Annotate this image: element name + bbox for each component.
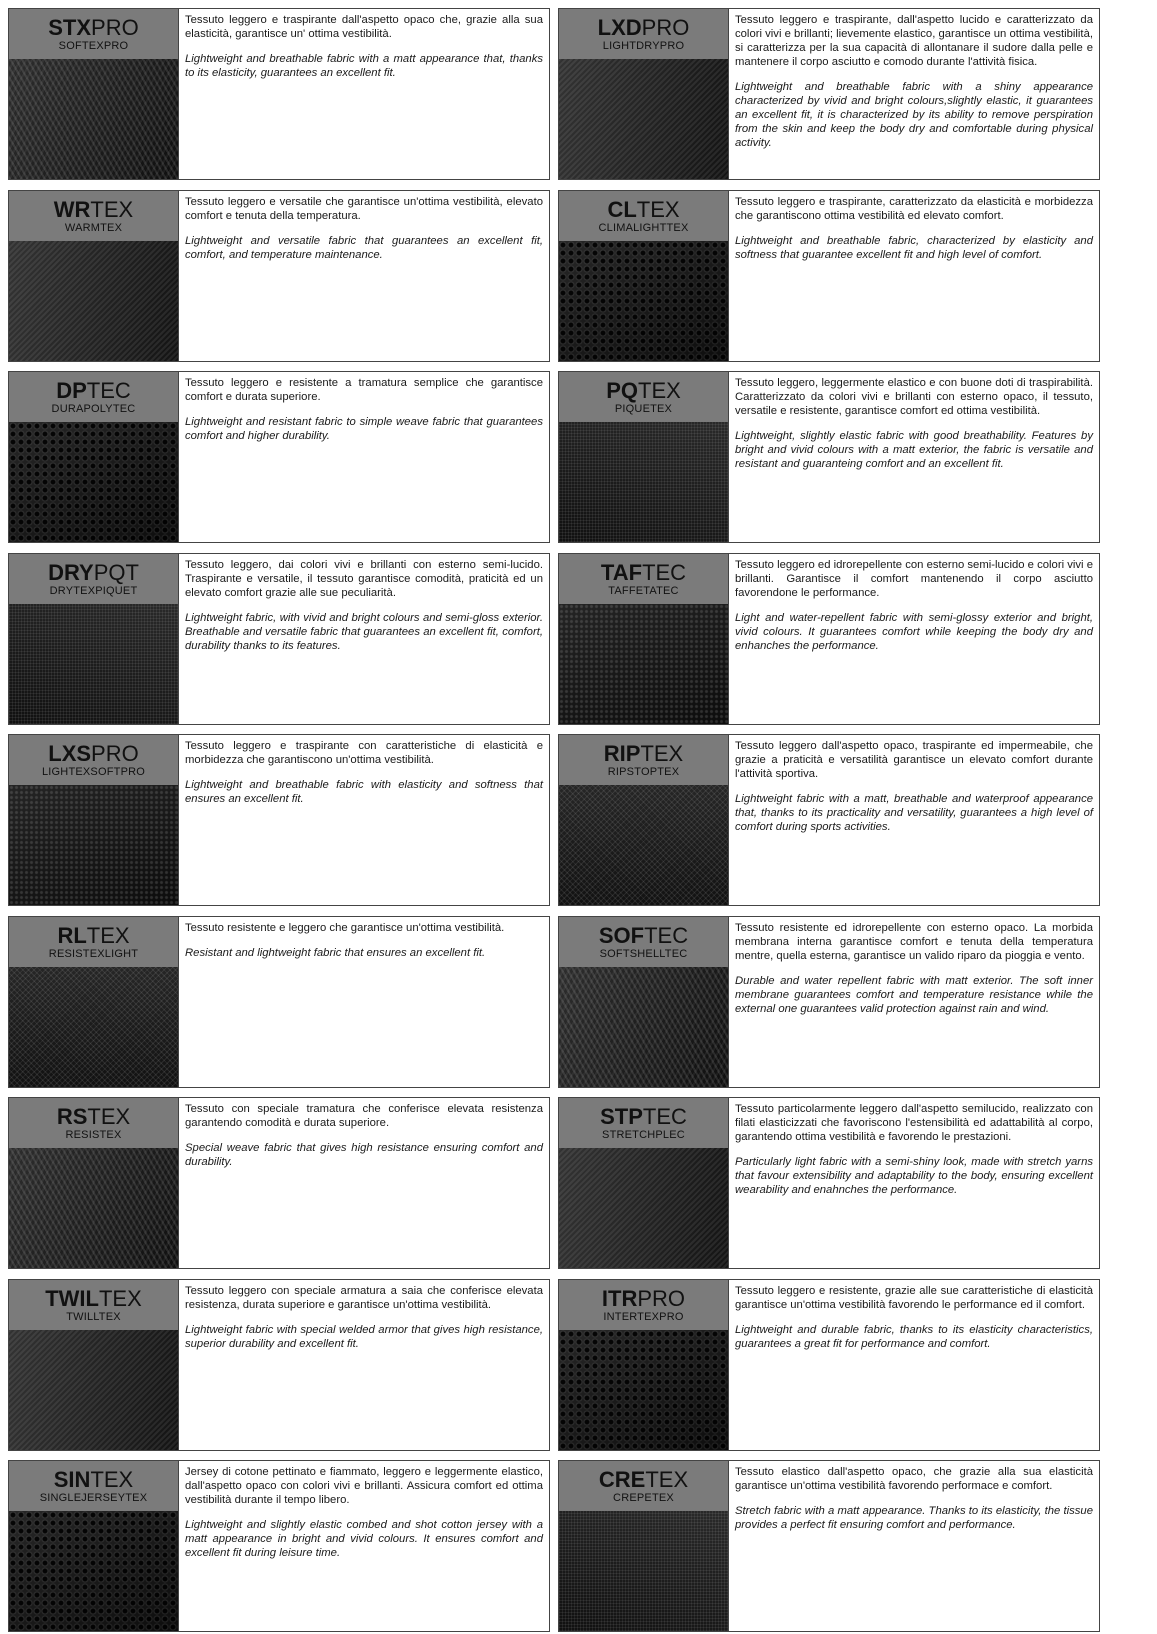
fabric-description	[729, 735, 1099, 905]
fabric-code-light: TEX	[640, 741, 684, 766]
fabric-code-bold: LXS	[48, 741, 92, 766]
description-english: Lightweight and durable fabric, thanks to its elasticity characteristics, guarantees a great fit for performance and comfort.	[735, 1323, 1093, 1350]
fabric-code	[559, 16, 728, 40]
fabric-code	[9, 379, 178, 403]
fabric-description	[179, 1280, 549, 1450]
description-italian: Tessuto leggero e traspirante dall'aspetto opaco che, grazie alla sua elasticità, garantisce un' ottima vestibilità.	[185, 14, 543, 40]
fabric-code-bold: TWIL	[45, 1285, 99, 1311]
fabric-description	[729, 1461, 1099, 1631]
description-english: Particularly light fabric with a semi-shiny look, made with stretch yarns that favour extensibility and adaptability to the body, ensuring excellent wearability and enahnches the performance.	[735, 1156, 1093, 1196]
fabric-header	[9, 917, 178, 967]
description-english: Lightweight and resistant fabric to simple weave fabric that guarantees comfort and higher durability.	[185, 416, 543, 442]
description-english: Lightweight and breathable fabric with a shiny appearance characterized by vivid and bright colours,slightly elastic, it guarantees an excellent fit, it is characterized by its ability to remove perspiration from the skin and keep the body dry and comfortable during physical activity.	[735, 81, 1093, 149]
description-italian: Tessuto leggero e traspirante con caratteristiche di elasticità e morbidezza che garantiscono un'ottima vestibilità.	[185, 740, 543, 766]
fabric-code-bold: RIP	[603, 741, 641, 766]
fabric-subtitle: SOFTSHELLTEC	[599, 947, 688, 960]
fabric-card-drytexpiquet	[8, 553, 550, 725]
fabric-header	[9, 9, 178, 59]
fabric-header	[559, 1461, 728, 1511]
fabric-description	[179, 554, 549, 724]
fabric-code	[9, 1468, 178, 1492]
fabric-subtitle: STRETCHPLEC	[602, 1129, 685, 1141]
fabric-card-piquetex	[558, 371, 1100, 543]
description-italian: Tessuto elastico dall'aspetto opaco, che grazie alla sua elasticità garantisce un'ottima vestibilità favorendo performace e comfort.	[735, 1466, 1093, 1492]
fabric-label-panel	[559, 372, 729, 542]
fabric-code-light: TEX	[87, 1104, 131, 1129]
fabric-code	[559, 924, 728, 948]
fabric-label-panel	[9, 372, 179, 542]
fabric-description	[179, 1461, 549, 1631]
fabric-subtitle: TAFFETATEC	[608, 584, 679, 597]
fabric-code-bold: RS	[56, 1104, 88, 1129]
description-english: Lightweight and slightly elastic combed and shot cotton jersey with a matt appearance in bright and vivid colours. It ensures comfort and excellent fit during leisure time.	[185, 1519, 543, 1559]
fabric-header	[559, 9, 728, 59]
fabric-header	[9, 1098, 178, 1148]
fabric-description	[179, 372, 549, 542]
fabric-description	[729, 1280, 1099, 1450]
description-italian: Jersey di cotone pettinato e fiammato, leggero e leggermente elastico, dall'aspetto opaco con colori vivi e brillanti. Assicura comfort ed ottima vestibilità durante il tempo libero.	[185, 1466, 543, 1506]
fabric-code-bold: SOF	[598, 922, 645, 948]
fabric-code-bold: SIN	[53, 1467, 91, 1492]
fabric-swatch-image	[9, 785, 178, 905]
fabric-description	[729, 372, 1099, 542]
description-italian: Tessuto resistente e leggero che garantisce un'ottima vestibilità.	[185, 921, 505, 934]
fabric-header	[559, 191, 728, 241]
fabric-code	[9, 561, 178, 585]
fabric-code	[559, 1287, 728, 1311]
fabric-code-bold: STX	[48, 15, 92, 40]
description-italian: Tessuto leggero, leggermente elastico e con buone doti di traspirabilità. Caratterizzato da colori vivi e brillanti con esterno opaco, il tessuto, versatile e resistente, garantisce comfort ed ottima vestibilità.	[735, 377, 1093, 417]
fabric-code	[9, 742, 178, 766]
description-italian: Tessuto leggero e traspirante, caratterizzato da elasticità e morbidezza che garantiscono ottima vestibilità ed elevato comfort.	[735, 195, 1093, 222]
fabric-header	[9, 554, 178, 604]
description-english: Lightweight fabric with a matt, breathable and waterproof appearance that, thanks to its practicality and versatility, guarantees a high level of comfort during sports activities.	[735, 793, 1093, 833]
fabric-header	[559, 554, 728, 604]
fabric-label-panel	[9, 554, 179, 724]
fabric-description	[729, 191, 1099, 361]
fabric-swatch-image	[9, 59, 178, 179]
fabric-code	[9, 924, 178, 948]
fabric-label-panel	[9, 917, 179, 1087]
fabric-header	[559, 1280, 728, 1330]
fabric-description	[729, 917, 1099, 1087]
fabric-code-light: TEC	[644, 922, 689, 948]
description-italian: Tessuto leggero ed idrorepellente con esterno semi-lucido e colori vivi e brillanti. Garantisce il comfort mantenendo il corpo asciutto favorendone le performance.	[735, 558, 1093, 599]
description-english: Stretch fabric with a matt appearance. Thanks to its elasticity, the tissue provides a perfect fit ensuring comfort and performance.	[735, 1505, 1093, 1531]
fabric-code	[559, 379, 728, 403]
fabric-swatch-image	[9, 1330, 178, 1450]
fabric-card-resistex	[8, 1097, 550, 1269]
fabric-subtitle: CLIMALIGHTTEX	[598, 221, 689, 234]
fabric-code	[559, 742, 728, 766]
fabric-description	[729, 1098, 1099, 1268]
fabric-swatch-image	[559, 59, 728, 179]
fabric-swatch-image	[9, 604, 178, 724]
fabric-card-stretchplec	[558, 1097, 1100, 1269]
description-english: Lightweight and breathable fabric with a matt appearance that, thanks to its elasticity, guarantees an excellent fit.	[185, 53, 543, 79]
fabric-subtitle: RIPSTOPTEX	[607, 766, 680, 778]
fabric-description	[179, 9, 549, 179]
fabric-swatch-image	[9, 241, 178, 361]
description-italian: Tessuto leggero e traspirante, dall'aspetto lucido e caratterizzato da colori vivi e brillanti; lievemente elastico, garantisce un ottima vestibilità, si caratterizza per la sua capacità di allontanare il sudore dalla pelle e mantenere il corpo asciutto e comodo durante l'attività fisica.	[735, 14, 1093, 68]
fabric-swatch-image	[559, 1511, 728, 1631]
fabric-swatch-image	[559, 1330, 728, 1450]
fabric-header	[9, 735, 178, 785]
description-italian: Tessuto leggero con speciale armatura a saia che conferisce elevata resistenza, durata superiore e garantisce un'ottima vestibilità.	[185, 1284, 543, 1311]
fabric-header	[559, 917, 728, 967]
fabric-code-bold: TAF	[600, 559, 643, 585]
fabric-card-singlejerseytex	[8, 1460, 550, 1632]
fabric-label-panel	[559, 554, 729, 724]
fabric-code	[559, 561, 728, 585]
description-english: Light and water-repellent fabric with semi-glossy exterior and bright, vivid colours. It guarantees comfort while keeping the body dry and enhanches the performance.	[735, 611, 1093, 652]
fabric-header	[9, 1461, 178, 1511]
description-english: Lightweight and versatile fabric that guarantees an excellent fit, comfort, and temperature maintenance.	[185, 234, 543, 261]
fabric-card-crepetex	[558, 1460, 1100, 1632]
fabric-card-softexpro	[8, 8, 550, 180]
fabric-subtitle: PIQUETEX	[614, 403, 673, 415]
fabric-subtitle: SINGLEJERSEYTEX	[39, 1492, 148, 1504]
fabric-card-lightexsoftpro	[8, 734, 550, 906]
fabric-code-bold: DRY	[48, 559, 94, 585]
fabric-code-light: TEX	[98, 1285, 142, 1311]
description-english: Durable and water repellent fabric with matt exterior. The soft inner membrane guarantees comfort and temperature resistance while the external one guarantees valid protection against rain and wind.	[735, 974, 1093, 1015]
description-english: Resistant and lightweight fabric that ensures an excellent fit.	[185, 946, 486, 959]
fabric-card-lightdrypro	[558, 8, 1100, 180]
fabric-card-intertexpro	[558, 1279, 1100, 1451]
description-english: Lightweight fabric with special welded armor that gives high resistance, superior durability and excellent fit.	[185, 1323, 543, 1350]
description-english: Lightweight fabric, with vivid and bright colours and semi-gloss exterior. Breathable and versatile fabric that guarantees an excellent fit, comfort, durability thanks to its features.	[185, 611, 543, 652]
fabric-header	[559, 372, 728, 422]
fabric-code	[9, 16, 178, 40]
fabric-header	[9, 372, 178, 422]
fabric-code-light: TEX	[638, 378, 681, 403]
description-english: Lightweight, slightly elastic fabric with good breathability. Features by bright and vivid colours with a matt exterior, the fabric is versatile and resistant and guaranteing comfort and an excellent fit.	[735, 430, 1093, 470]
fabric-subtitle: SOFTEXPRO	[58, 40, 129, 52]
fabric-code-bold: STP	[600, 1104, 643, 1129]
fabric-code-bold: WR	[53, 196, 91, 222]
fabric-swatch-image	[559, 1148, 728, 1268]
fabric-label-panel	[559, 191, 729, 361]
fabric-code	[559, 1105, 728, 1129]
fabric-card-climalighttex	[558, 190, 1100, 362]
fabric-swatch-image	[9, 1511, 178, 1631]
fabric-code-bold: CRE	[598, 1467, 646, 1492]
fabric-label-panel	[9, 1280, 179, 1450]
description-italian: Tessuto con speciale tramatura che conferisce elevata resistenza garantendo comodità e durata superiore.	[185, 1103, 543, 1129]
fabric-subtitle: RESISTEXLIGHT	[48, 947, 139, 960]
fabric-label-panel	[559, 1098, 729, 1268]
fabric-subtitle: TWILLTEX	[66, 1310, 121, 1323]
fabric-label-panel	[9, 9, 179, 179]
fabric-swatch-image	[9, 422, 178, 542]
fabric-code-bold: ITR	[601, 1285, 638, 1311]
fabric-subtitle: CREPETEX	[613, 1492, 674, 1504]
fabric-swatch-image	[559, 604, 728, 724]
fabric-subtitle: LIGHTDRYPRO	[602, 40, 685, 52]
description-italian: Tessuto particolarmente leggero dall'aspetto semilucido, realizzato con filati elasticizzati che favoriscono l'estensibilità ed adattabilità al corpo, garantendo ottima vestibilità e favorendo le prestazioni.	[735, 1103, 1093, 1143]
description-italian: Tessuto leggero, dai colori vivi e brillanti con esterno semi-lucido. Traspirante e versatile, il tessuto garantisce comodità, praticità ed un elevato comfort grazie alle sue peculiarità.	[185, 558, 543, 599]
fabric-code	[9, 1105, 178, 1129]
fabric-code	[9, 198, 178, 222]
fabric-card-taffetatec	[558, 553, 1100, 725]
fabric-card-durapolytec	[8, 371, 550, 543]
fabric-code	[559, 198, 728, 222]
fabric-description	[179, 917, 549, 1087]
description-italian: Tessuto leggero e resistente a tramatura semplice che garantisce comfort e durata superiore.	[185, 377, 543, 403]
fabric-code-light: TEX	[636, 196, 680, 222]
fabric-swatch-image	[559, 785, 728, 905]
fabric-description	[729, 554, 1099, 724]
fabric-description	[179, 735, 549, 905]
fabric-subtitle: RESISTEX	[65, 1129, 122, 1141]
fabric-code	[559, 1468, 728, 1492]
fabric-code-light: TEC	[86, 378, 131, 403]
fabric-card-resistexlight	[8, 916, 550, 1088]
description-italian: Tessuto leggero dall'aspetto opaco, traspirante ed impermeabile, che grazie a praticità e versatilità garantisce un elevato comfort durante l'attività sportiva.	[735, 740, 1093, 780]
fabric-label-panel	[9, 191, 179, 361]
fabric-swatch-image	[9, 1148, 178, 1268]
fabric-label-panel	[559, 735, 729, 905]
fabric-code-bold: RL	[57, 922, 87, 948]
fabric-code	[9, 1287, 178, 1311]
fabric-label-panel	[559, 1461, 729, 1631]
description-english: Lightweight and breathable fabric, characterized by elasticity and softness that guarantee excellent fit and high level of comfort.	[735, 234, 1093, 261]
fabric-subtitle: LIGHTEXSOFTPRO	[41, 766, 146, 778]
fabric-swatch-image	[559, 967, 728, 1087]
fabric-code-light: PRO	[91, 15, 139, 40]
fabric-label-panel	[559, 1280, 729, 1450]
fabric-code-bold: DP	[56, 378, 87, 403]
fabric-subtitle: DURAPOLYTEC	[51, 403, 136, 415]
fabric-description	[179, 191, 549, 361]
description-italian: Tessuto resistente ed idrorepellente con esterno opaco. La morbida membrana interna garantisce comfort e tenuta della temperatura mentre, quella esterna, garantisce un valido riparo da pioggia e vento.	[735, 921, 1093, 962]
fabric-swatch-image	[559, 241, 728, 361]
fabric-code-bold: PQ	[606, 378, 638, 403]
fabric-label-panel	[9, 1461, 179, 1631]
fabric-subtitle: DRYTEXPIQUET	[49, 584, 138, 597]
fabric-code-light: TEC	[642, 559, 687, 585]
fabric-code-light: TEX	[645, 1467, 689, 1492]
fabric-code-light: TEX	[90, 1467, 134, 1492]
fabric-card-twilltex	[8, 1279, 550, 1451]
fabric-card-warmtex	[8, 190, 550, 362]
fabric-header	[9, 191, 178, 241]
description-english: Special weave fabric that gives high resistance ensuring comfort and durability.	[185, 1142, 543, 1168]
fabric-label-panel	[9, 735, 179, 905]
description-english: Lightweight and breathable fabric with elasticity and softness that ensures an excellent fit.	[185, 779, 543, 805]
fabric-code-light: PQT	[93, 559, 139, 585]
fabric-code-light: TEX	[90, 196, 134, 222]
fabric-label-panel	[559, 9, 729, 179]
fabric-code-bold: LXD	[597, 15, 642, 40]
fabric-swatch-image	[9, 967, 178, 1087]
fabric-subtitle: INTERTEXPRO	[603, 1310, 684, 1323]
fabric-header	[559, 735, 728, 785]
fabric-code-light: PRO	[91, 741, 139, 766]
fabric-card-ripstoptex	[558, 734, 1100, 906]
fabric-code-light: TEX	[86, 922, 130, 948]
fabric-code-light: TEC	[642, 1104, 687, 1129]
fabric-code-light: PRO	[637, 1285, 686, 1311]
fabric-label-panel	[559, 917, 729, 1087]
fabric-header	[9, 1280, 178, 1330]
fabric-card-softshelltec	[558, 916, 1100, 1088]
fabric-subtitle: WARMTEX	[64, 221, 123, 234]
fabric-header	[559, 1098, 728, 1148]
fabric-swatch-image	[559, 422, 728, 542]
fabric-description	[179, 1098, 549, 1268]
fabric-code-light: PRO	[641, 15, 690, 40]
description-italian: Tessuto leggero e versatile che garantisce un'ottima vestibilità, elevato comfort e tenuta della temperatura.	[185, 195, 543, 222]
fabric-code-bold: CL	[607, 196, 637, 222]
fabric-description	[729, 9, 1099, 179]
fabric-label-panel	[9, 1098, 179, 1268]
description-italian: Tessuto leggero e resistente, grazie alle sue caratteristiche di elasticità garantisce un'ottima vestibilità favorendo le performance ed il comfort.	[735, 1284, 1093, 1311]
